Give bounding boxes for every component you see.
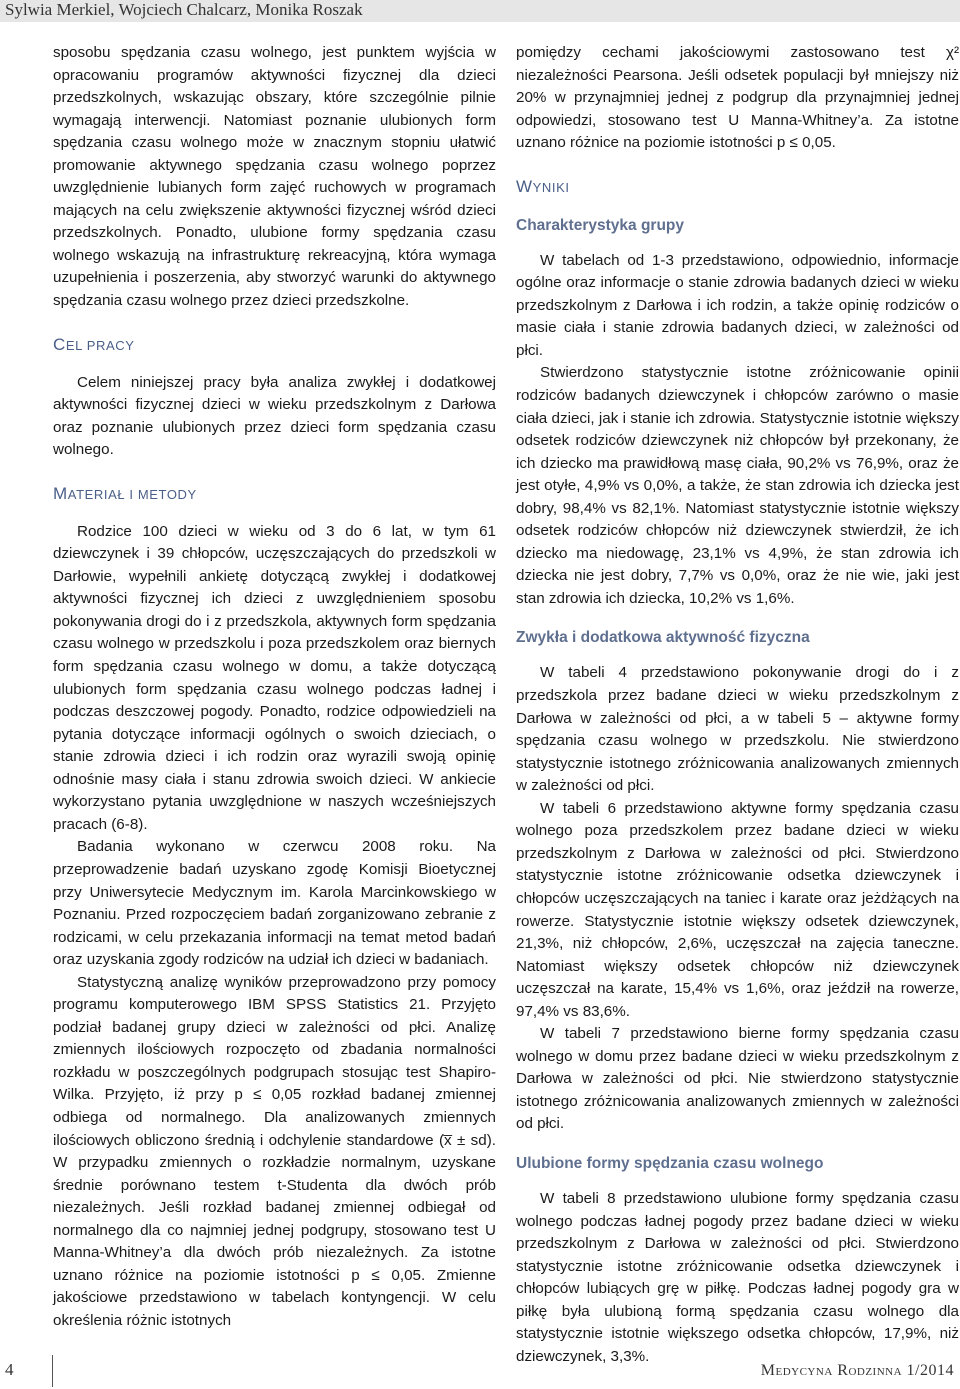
running-header <box>0 0 960 22</box>
paragraph: pomiędzy cechami jakościowymi zastosowano test χ² niezależności Pearsona. Jeśli odsetek populacji był mniejszy niż 20% w przynajmniej jednej z podgrup dla przynajmniej jednej odpowiedzi, stosowano test U Manna-Whitney’a. Za istotne uznano różnice na poziomie istotności p ≤ 0,05. <box>516 44 959 152</box>
subheading-ulubione: Ulubione formy spędzania czasu wolnego <box>516 1154 824 1172</box>
paragraph: Badania wykonano w czerwcu 2008 roku. Na przeprowadzenie badań uzyskano zgodę Komisji Bioetycznej przy Uniwersytecie Medycznym im. Karola Marcinkowskiego w Poznaniu. Przed rozpoczęciem badań zorganizowano zebranie z rodzicami, w celu przekazania informacji na temat metod badań oraz uzyskania zgody rodziców na udział ich dzieci w badaniach. <box>53 838 496 969</box>
page-number: 4 <box>5 1360 14 1379</box>
paragraph: Celem niniejszej pracy była analiza zwykłej i dodatkowej aktywności fizycznej dzieci w wieku przedszkolnym z Darłowa oraz poznanie ulubionych przez dzieci form spędzania czasu wolnego. <box>53 373 496 459</box>
paragraph: W tabeli 6 przedstawiono aktywne formy spędzania czasu wolnego poza przedszkolem przez badane dzieci w wieku przedszkolnym z Darłowa w zależności od płci. Stwierdzono statystycznie istotne zróżnicowanie odsetka dziewczynek i chłopców uczęszczających na taniec i karate oraz jeżdżących na rowerze. Statystycznie istotnie większy odsetek dziewczynek, 21,3%, niż chłopców, 2,6%, uczęszczał na zajęcia taneczne. Natomiast większy odsetek chłopców niż dziewczynek uczęszczał na karate, 15,4% vs 1,6%, oraz jeździł na rowerze, 97,4% vs 83,6%. <box>516 799 959 1020</box>
paragraph: W tabeli 7 przedstawiono bierne formy spędzania czasu wolnego w domu przez badane dzieci w wieku przedszkolnym z Darłowa w zależności od płci. Nie stwierdzono statystycznie istotnego zróżnicowania analizowanych zmiennych w zależności od płci. <box>516 1025 959 1133</box>
paragraph: W tabelach od 1-3 przedstawiono, odpowiednio, informacje ogólne oraz informacje o stanie zdrowia badanych dzieci w wieku przedszkolnym z Darłowa i ich rodzin, a także opinię rodziców o masie ciała i stanie zdrowia badanych dzieci, w zależności od płci. <box>516 251 959 359</box>
paragraph: Rodzice 100 dzieci w wieku od 3 do 6 lat, w tym 61 dziewczynek i 39 chłopców, uczęszczających do przedszkoli w Darłowie, wypełnili ankietę dotyczącą zwykłej i dodatkowej aktywności fizycznej ich dzieci z uwzględnieniem sposobu pokonywania drogi do i z przedszkola, aktywnych form spędzania czasu wolnego w przedszkolu i poza przedszkolem oraz biernych form spędzania czasu wolnego w domu, a także dotyczącą ulubionych form spędzania czasu wolnego podczas ładnej i podczas deszczowej pogody. Ponadto, rodzice odpowiedzieli na pytania dotyczące informacji ogólnych o swoich dzieciach, o stanie zdrowia dzieci i ich rodzin oraz wyrazili swoją opinię odnośnie masy ciała i stanu zdrowia swoich dzieci. W ankiecie wykorzystano pytania uwzględnione w naszych wcześniejszych pracach (6-8). <box>53 522 496 833</box>
section-heading-cel: CEL PRACY <box>53 334 135 354</box>
right-column <box>516 42 959 1368</box>
authors: Sylwia Merkiel, Wojciech Chalcarz, Monika Roszak <box>5 0 363 19</box>
section-heading-material: MATERIAŁ I METODY <box>53 483 197 503</box>
paragraph: Statystyczną analizę wyników przeprowadzono przy pomocy programu komputerowego IBM SPSS Statistics 21. Przyjęto podział badanej grupy dzieci w zależności od płci. Analizę zmiennych ilościowych rozpoczęto od zbadania normalności rozkładu w poszczególnych podgrupach stosując test Shapiro-Wilka. Przyjęto, iż przy p ≤ 0,05 rozkład badanej zmiennej odbiega od normalnego. Dla analizowanych zmiennych ilościowych obliczono średnią i odchylenie standardowe (x̅ ± sd). W przypadku zmiennych o rozkładzie normalnym, uzyskane średnie porównano testem t-Studenta dla dwóch prób niezależnych. Jeśli rozkład badanej zmiennej odbiegał od normalnego dla co najmniej jednej podgrupy, stosowano test U Manna-Whitney’a dla dwóch prób niezależnych. Za istotne uznano różnice na poziomie istotności p ≤ 0,05. Zmienne jakościowe przedstawiono w tabelach kontyngencji. W celu określenia różnic istotnych <box>53 973 496 1329</box>
journal-name: Medycyna Rodzinna 1/2014 <box>760 1362 954 1379</box>
paragraph: W tabeli 8 przedstawiono ulubione formy spędzania czasu wolnego podczas ładnej pogody przez badane dzieci w wieku przedszkolnym z Darłowa w zależności od płci. Stwierdzono statystycznie istotne zróżnicowanie odsetka dziewczynek i chłopców lubiących grę w piłkę. Podczas ładnej pogody gra w piłkę była ulubioną formą spędzania czasu wolnego dla statystycznie istotnie większego odsetka chłopców, 17,9%, niż dziewczynek, 3,3%. <box>516 1189 959 1365</box>
left-column <box>53 42 496 1332</box>
subheading-aktywnosc: Zwykła i dodatkowa aktywność fizyczna <box>516 629 810 647</box>
footer-divider <box>52 1355 53 1387</box>
paragraph: Stwierdzono statystycznie istotne zróżnicowanie opinii rodziców badanych dziewczynek i chłopców zarówno o masie ciała dzieci, jak i stanie ich zdrowia. Statystycznie istotnie większy odsetek rodziców dziewczynek niż chłopców był przekonany, że ich dziecko ma prawidłową masę ciała, 90,2% vs 76,9%, oraz że jest otyłe, 4,9% vs 0,0%, a także, że stan zdrowia ich dziecka jest dobry, 98,4% vs 82,1%. Natomiast statystycznie istotnie większy odsetek rodziców chłopców niż dziewczynek stwierdził, że ich dziecko ma niedowagę, 23,1% vs 4,9%, że stan zdrowia ich dziecka nie jest dobry, 7,7% vs 0,0%, oraz że nie wie, jaki jest stan zdrowia ich dziecka, 10,2% vs 1,6%. <box>516 364 959 607</box>
subheading-charakterystyka: Charakterystyka grupy <box>516 216 684 234</box>
paragraph: W tabeli 4 przedstawiono pokonywanie drogi do i z przedszkola przez badane dzieci w wieku przedszkolnym z Darłowa w zależności od płci, a w tabeli 5 – aktywne formy spędzania czasu wolnego w przedszkolu. Nie stwierdzono statystycznie istotnego zróżnicowania analizowanych zmiennych w zależności od płci. <box>516 664 959 795</box>
paragraph: sposobu spędzania czasu wolnego, jest punktem wyjścia w opracowaniu programów aktywności fizycznej dla dzieci przedszkolnych, wskazując obszary, które szczególnie pilnie wymagają interwencji. Natomiast poznanie ulubionych form spędzania czasu wolnego może w znacznym stopniu ułatwić promowanie aktywnego spędzania czasu wolnego poprzez uwzględnienie lubianych form zajęć ruchowych w programach mających na celu zwiększenie aktywności fizycznej wśród dzieci przedszkolnych. Ponadto, ulubione formy spędzania czasu wolnego wskazują na infrastrukturę rekreacyjną, która wymaga uzupełnienia i poszerzenia, aby stworzyć warunki do aktywnego spędzania czasu wolnego przez dzieci przedszkolne. <box>53 44 496 310</box>
section-heading-wyniki: WYNIKI <box>516 176 570 196</box>
